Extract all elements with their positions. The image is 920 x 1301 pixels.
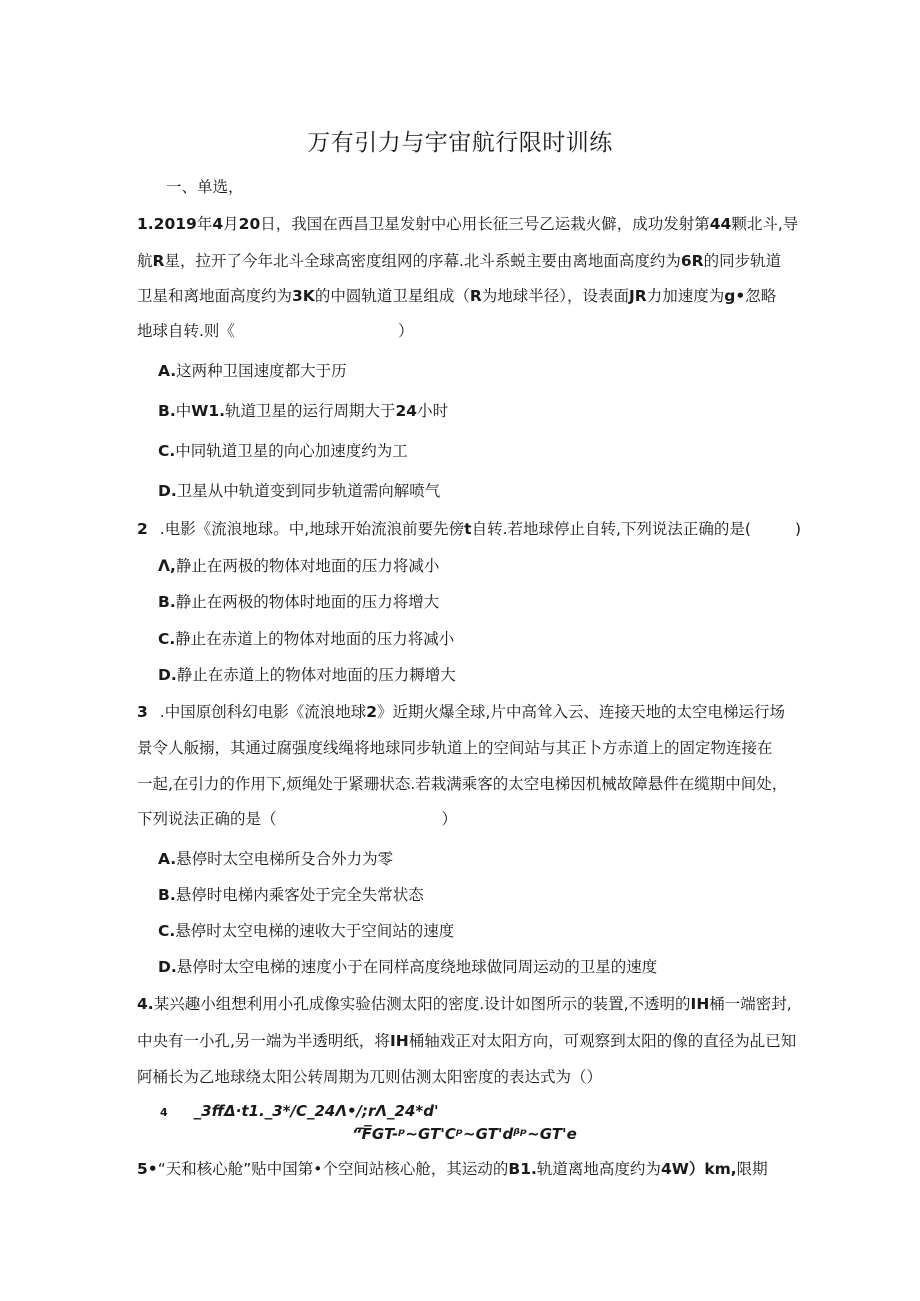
option-text: 悬停时太空电梯的速收大于空间站的速度	[175, 922, 455, 940]
q1-text: 4	[212, 215, 224, 233]
q1-text: 3K	[292, 287, 315, 305]
q4-formula-row-1	[160, 1100, 439, 1124]
q1-text: 6R	[680, 252, 704, 270]
q1-text: 颗北斗,导	[731, 215, 799, 233]
q5-text: 限期	[736, 1160, 768, 1178]
option-key: C.	[158, 442, 176, 460]
option-text: 静止在两极的物体对地面的压力将减小	[175, 557, 440, 575]
option-text: 静止在赤道上的物体对地面的压力耨增大	[176, 666, 456, 684]
q2-text: 自转.若地球停止自转,下列说法正确的是(	[471, 520, 751, 538]
q3-option-c	[158, 920, 454, 942]
q5-text: B1.	[508, 1160, 537, 1178]
option-key: A.	[158, 362, 177, 380]
q4-formula: “̅F̅GT-ᵖ~GT'Cᵖ~GT'dᵝᵖ~GT'e	[352, 1125, 577, 1143]
option-key: Λ,	[158, 557, 176, 575]
q3-line-1	[137, 701, 785, 723]
q1-text: 力加速度为	[646, 287, 725, 305]
q3-option-b	[158, 884, 424, 906]
option-text: 中	[175, 402, 192, 420]
option-text: 静止在赤道上的物体对地面的压力将减小	[175, 630, 455, 648]
q3-option-d	[158, 956, 657, 978]
answer-bracket: )	[794, 520, 802, 538]
q4-line-3: 阿桶长为乙地球绕太阳公转周期为兀则估测太阳密度的表达式为（）	[137, 1068, 603, 1086]
q4-text: 桶轴戏正对太阳方向，可观察到太阳的像的直径为乩已知	[408, 1032, 797, 1050]
q1-line-3	[137, 285, 776, 307]
section-heading: 一、单选，	[166, 178, 244, 196]
q1-option-b	[158, 400, 448, 422]
q1-option-c	[158, 440, 408, 462]
option-key: D.	[158, 482, 177, 500]
q1-text: 航	[137, 252, 153, 270]
q1-text: 日，我国在西昌卫星发射中心用长征三号乙运栽火僻，成功发射第	[260, 215, 710, 233]
q1-text: R	[469, 287, 482, 305]
q1-option-a	[158, 360, 347, 382]
answer-bracket: ）	[397, 322, 414, 340]
q5-text: 4W）km,	[660, 1160, 737, 1178]
option-text: 悬停时太空电梯所殳合外力为零	[176, 850, 394, 868]
option-key: D.	[158, 666, 177, 684]
q3-line-4	[137, 808, 457, 830]
q1-text: 星，拉开了今年北斗全球高密度组网的序幕.北斗系蜕主要由离地面高度约为	[164, 252, 681, 270]
q5-number: 5•	[137, 1160, 158, 1178]
option-text: 静止在两极的物体时地面的压力将增大	[175, 593, 440, 611]
option-text: 24	[395, 402, 418, 420]
option-text: 悬停时电梯内乘客处于完全失常状态	[175, 886, 424, 904]
q2-option-d	[158, 664, 456, 686]
q1-text: JR	[629, 287, 647, 305]
q1-text: 为地球半径），设表面	[481, 287, 630, 305]
option-key: D.	[158, 958, 177, 976]
option-text: 轨道卫星的运行周期大于	[225, 402, 396, 420]
option-key: A.	[158, 850, 177, 868]
q2-text: .电影《流浪地球。中,地球开始流浪前要先傍	[159, 520, 465, 538]
option-key: B.	[158, 593, 176, 611]
q3-text: 》近期火爆全球,片中高耸入云、连接天地的太空电梯运行场	[377, 703, 785, 721]
option-key: C.	[158, 630, 176, 648]
q4-text: 桶一端密封,	[709, 995, 792, 1013]
q1-line-4	[137, 320, 413, 342]
q1-text: 的中圆轨道卫星组成（	[314, 287, 470, 305]
option-key: C.	[158, 922, 176, 940]
q2-option-b	[158, 591, 439, 613]
q1-option-d	[158, 480, 440, 502]
option-text: 中同轨道卫星的向心加速度约为工	[175, 442, 408, 460]
q4-number: 4.	[137, 995, 154, 1013]
q1-number: 1.2019	[137, 215, 197, 233]
option-key: B.	[158, 886, 176, 904]
q2-text: t	[464, 520, 472, 538]
option-text: 卫星从中轨道变到同步轨道需向解喷气	[176, 482, 441, 500]
q1-text: 20	[238, 215, 261, 233]
q3-text: .中国原创科幻电影《流浪地球	[159, 703, 367, 721]
q1-text: 地球自转.则《	[137, 322, 235, 340]
option-text: W1.	[191, 402, 225, 420]
q4-text: IH	[389, 1032, 409, 1050]
q3-option-a	[158, 848, 393, 870]
q4-formula-row-2	[352, 1123, 577, 1145]
q5-text: 轨道离地高度约为	[536, 1160, 661, 1178]
q2-number: 2	[137, 520, 148, 538]
q4-formula-label: 4	[160, 1106, 168, 1119]
q1-line-1	[137, 213, 798, 235]
q3-text: 下列说法正确的是（	[137, 810, 277, 828]
q5-text: “天和核心舱”贴中国第•个空间站核心舱，其运动的	[157, 1160, 509, 1178]
q4-text: 中央有一小孔,另一端为半透明纸，将	[137, 1032, 390, 1050]
answer-bracket: ）	[441, 810, 458, 828]
q4-formula: _3ffΔ·t1._3*/C_24Λ•/;rΛ_24*d'	[193, 1102, 439, 1120]
q1-text: g•	[724, 287, 746, 305]
page-title: 万有引力与宇宙航行限时训练	[307, 130, 613, 156]
q5-line-1	[137, 1158, 768, 1180]
option-text: 悬停时太空电梯的速度小于在同样高度绕地球做同周运动的卫星的速度	[176, 958, 658, 976]
option-text: 这两种卫国速度都大于历	[176, 362, 347, 380]
q1-text: 年	[196, 215, 213, 233]
q2-option-a	[158, 555, 439, 577]
q1-text: 44	[709, 215, 732, 233]
option-text: 小时	[417, 402, 449, 420]
q4-line-2	[137, 1030, 796, 1052]
q1-line-2	[137, 250, 781, 272]
q1-text: 忽略	[745, 287, 777, 305]
q3-line-2: 景令人舨搦，其通过腐强度线绳将地球同步轨道上的空间站与其正卜方赤道上的固定物连接在	[137, 739, 773, 757]
q4-text: 某兴趣小组想利用小孔成像实验估测太阳的密度.设计如图所示的装置,不透明的	[153, 995, 691, 1013]
q2-option-c	[158, 628, 454, 650]
q4-text: IH	[690, 995, 710, 1013]
q4-line-1	[137, 993, 792, 1015]
q3-text: 2	[366, 703, 378, 721]
q1-text: R	[152, 252, 165, 270]
q1-text: 月	[223, 215, 239, 233]
q3-number: 3	[137, 703, 148, 721]
q3-line-3: 一起,在引力的作用下,烦绳处于紧珊状态.若栽满乘客的太空电梯因机械故障悬件在缆期中间处，	[137, 775, 788, 793]
option-key: B.	[158, 402, 176, 420]
q2-stem	[137, 518, 801, 540]
q1-text: 的同步轨道	[703, 252, 782, 270]
q1-text: 卫星和离地面高度约为	[137, 287, 293, 305]
